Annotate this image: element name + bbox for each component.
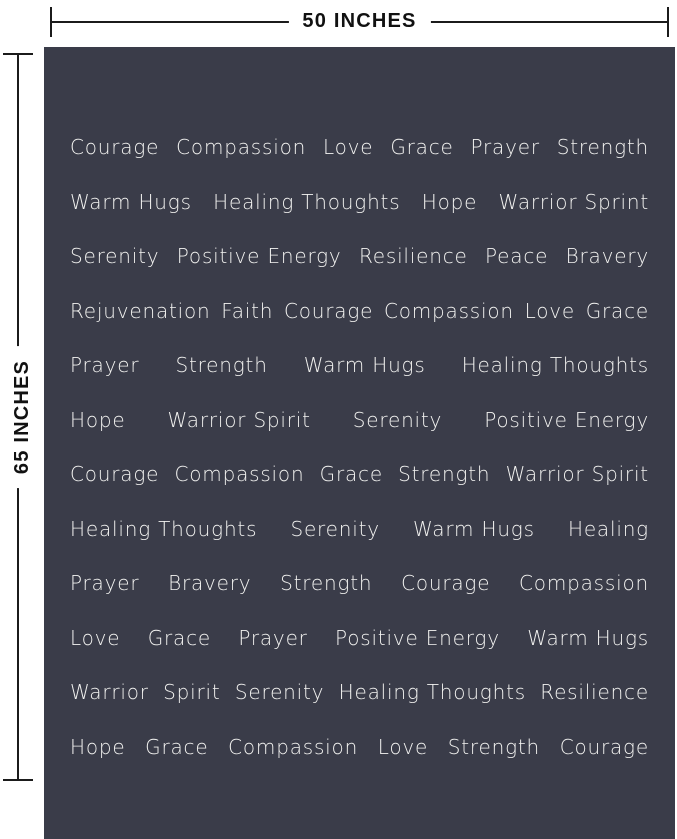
word-item: Compassion bbox=[176, 135, 307, 159]
word-item: Warm Hugs bbox=[70, 189, 192, 214]
word-item: Serenity bbox=[70, 244, 160, 268]
word-item: Courage bbox=[70, 135, 160, 159]
word-item: Prayer bbox=[470, 135, 540, 159]
width-dimension-right-cap bbox=[667, 7, 669, 37]
width-dimension bbox=[44, 0, 675, 44]
word-item: Resilience bbox=[540, 680, 649, 704]
word-item: Courage bbox=[401, 571, 491, 595]
word-row bbox=[70, 190, 649, 214]
word-item: Warrior Spirit bbox=[167, 407, 311, 432]
width-dimension-label: 50 INCHES bbox=[288, 6, 430, 36]
word-item: Warm Hugs bbox=[527, 625, 649, 650]
word-item: Strength bbox=[398, 462, 491, 486]
word-row bbox=[70, 735, 649, 759]
word-row bbox=[70, 571, 649, 595]
word-item: Grace bbox=[585, 298, 649, 323]
word-item: Love bbox=[377, 734, 429, 759]
word-row bbox=[70, 135, 649, 159]
word-item: Healing Thoughts bbox=[338, 680, 526, 704]
word-item: Compassion bbox=[174, 462, 305, 486]
width-dimension-left-cap bbox=[50, 7, 52, 37]
word-item: Spirit bbox=[163, 680, 221, 704]
height-dimension-bottom-cap bbox=[3, 779, 33, 781]
word-item: Grace bbox=[319, 462, 383, 486]
word-item: Strength bbox=[556, 135, 649, 159]
word-item: Compassion bbox=[519, 571, 649, 595]
word-item: Warrior bbox=[70, 680, 149, 704]
word-item: Healing Thoughts bbox=[70, 516, 258, 541]
word-item: Warm Hugs bbox=[303, 353, 426, 377]
word-pattern bbox=[44, 47, 675, 789]
word-row bbox=[70, 353, 649, 377]
word-item: Healing bbox=[567, 516, 649, 541]
word-item: Warrior Sprint bbox=[498, 189, 649, 214]
word-row bbox=[70, 244, 649, 268]
word-item: Grace bbox=[390, 135, 454, 159]
word-item: Courage bbox=[559, 734, 649, 759]
word-row bbox=[70, 626, 649, 650]
word-item: Serenity bbox=[290, 516, 380, 541]
word-item: Compassion bbox=[228, 734, 359, 759]
word-row bbox=[70, 408, 649, 432]
word-item: Strength bbox=[175, 353, 268, 377]
word-item: Courage bbox=[70, 462, 160, 486]
word-item: Warm Hugs bbox=[413, 516, 535, 541]
word-item: Grace bbox=[145, 734, 209, 759]
word-item: Warrior Spirit bbox=[505, 462, 649, 486]
word-item: Strength bbox=[280, 571, 373, 595]
word-item: Bravery bbox=[565, 244, 649, 268]
height-dimension-label: 65 INCHES bbox=[7, 346, 37, 488]
word-item: Love bbox=[524, 298, 575, 323]
word-row bbox=[70, 680, 649, 704]
word-item: Serenity bbox=[234, 680, 325, 704]
word-item: Love bbox=[323, 135, 374, 159]
word-row bbox=[70, 299, 649, 323]
word-item: Prayer bbox=[70, 571, 140, 595]
word-row bbox=[70, 517, 649, 541]
word-item: Serenity bbox=[352, 407, 443, 432]
word-item: Healing Thoughts bbox=[461, 353, 649, 377]
word-item: Grace bbox=[147, 625, 211, 650]
word-item: Positive Energy bbox=[335, 625, 500, 650]
word-item: Prayer bbox=[70, 353, 140, 377]
word-item: Hope bbox=[70, 407, 126, 432]
height-dimension-top-cap bbox=[3, 53, 33, 55]
word-item: Strength bbox=[447, 734, 541, 759]
word-item: Hope bbox=[421, 189, 478, 214]
word-item: Courage bbox=[283, 298, 374, 323]
word-item: Positive Energy bbox=[484, 407, 649, 432]
word-item: Rejuvenation bbox=[70, 298, 211, 323]
word-item: Love bbox=[70, 625, 121, 650]
word-item: Positive Energy bbox=[176, 244, 342, 268]
word-item: Faith bbox=[221, 298, 274, 323]
word-item: Bravery bbox=[168, 571, 252, 595]
word-item: Compassion bbox=[383, 298, 514, 323]
word-item: Hope bbox=[70, 734, 126, 759]
word-row bbox=[70, 462, 649, 486]
blanket-panel bbox=[44, 47, 675, 839]
word-item: Resilience bbox=[358, 244, 468, 268]
word-item: Peace bbox=[485, 244, 549, 268]
word-item: Prayer bbox=[238, 625, 308, 650]
word-item: Healing Thoughts bbox=[213, 189, 401, 214]
height-dimension bbox=[0, 47, 44, 787]
